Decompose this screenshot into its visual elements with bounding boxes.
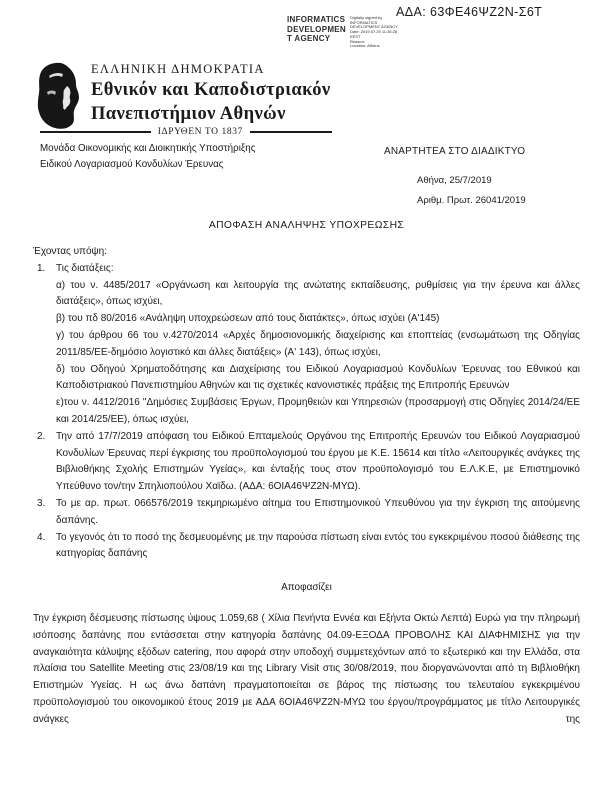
protocol-number: Αριθμ. Πρωτ. 26041/2019 — [417, 195, 526, 206]
department-line2: Ειδικού Λογαριασμού Κονδυλίων Έρευνας — [40, 158, 224, 170]
list-item-text: Το γεγονός ότι το ποσό της δεσμευομένης με την παρούσα πίστωση είναι εντός του εγκεκριμένου ποσού διάθεσης της κατηγορίας δαπάνης — [56, 531, 580, 560]
stamp-detail-line: Location: Athens — [350, 43, 380, 49]
list-item-2 — [33, 429, 580, 496]
list-subitem-a: α) του ν. 4485/2017 «Οργάνωση και λειτουργία της ανώτατης εκπαίδευσης, ρυθμίσεις για την έρευνα και άλλες διατάξεις», όπως ισχύει, — [56, 279, 580, 308]
document-body — [33, 219, 580, 729]
stamp-agency-line: DEVELOPMEN — [287, 24, 347, 34]
founded-line — [40, 127, 332, 137]
list-item-1 — [33, 261, 580, 429]
list-subitem-c: γ) του άρθρου 66 του ν.4270/2014 «Αρχές δημοσιονομικής διαχείρισης και εποπτείας (ενσωμάτωση της Οδηγίας 2011/85/ΕΕ-δημόσιο λογιστικό και άλλες διατάξεις» (Α' 143), όπως ισχύει, — [56, 329, 580, 358]
stamp-signature-details — [350, 15, 398, 49]
document-title: ΑΠΟΦΑΣΗ ΑΝΑΛΗΨΗΣ ΥΠΟΧΡΕΩΣΗΣ — [208, 220, 405, 231]
stamp-detail-line: DEVELOPMENT AGENCY — [350, 24, 398, 30]
university-name-line2: Πανεπιστήμιον Αθηνών — [91, 103, 286, 124]
list-item-text: Το με αρ. πρωτ. 066576/2019 τεκμηριωμένο αίτημα του Επιστημονικού Υπευθύνου για την έγκριση της αιτούμενης δαπάνης. — [56, 497, 580, 526]
letterhead — [91, 62, 331, 126]
digital-signature-stamp — [287, 15, 427, 49]
publication-note: ΑΝΑΡΤΗΤΕΑ ΣΤΟ ΔΙΑΔΙΚΤΥΟ — [384, 146, 526, 157]
list-item-number: 4. — [37, 531, 46, 543]
stamp-detail-line: Reason: — [350, 38, 365, 44]
list-item-4 — [33, 530, 580, 564]
list-subitem-d: δ) του Οδηγού Χρηματοδότησης και Διαχείρισης του Ειδικού Λογαριασμού Κονδυλίων Έρευνας του Εθνικού και Καποδιστριακού Πανεπιστημίου Αθηνών και τις σχετικές κανονιστικές πράξεις της Επιτροπής Ερευνών — [56, 363, 580, 392]
list-item-text: Την από 17/7/2019 απόφαση του Ειδικού Επταμελούς Οργάνου της Επιτροπής Ερευνών του Ειδικού Λογαριασμού Κονδυλίων Έρευνας περί έγκρισης του προϋπολογισμού του έργου με Κ.Ε. 15614 και τίτλο «Λειτουργικές ανάγκες της Βιβλιοθήκης Σχολής Επιστημών Υγείας», και ένταξής τους στον προϋπολογισμό του Ε.Λ.Κ.Ε, με Επιστημονικό Υπεύθυνο τον/την Σπηλιοπούλου Χαϊδω. (ΑΔΑ: 6ΟΙΑ46ΨΖ2Ν-ΜΥΩ). — [56, 430, 580, 493]
hellenic-republic-label: ΕΛΛΗΝΙΚΗ ΔΗΜΟΚΡΑΤΙΑ — [91, 62, 265, 76]
list-item-number: 2. — [37, 430, 46, 442]
founded-rule-left — [40, 131, 151, 132]
stamp-detail-line: Date: 2019.07.25 11:26:28 — [350, 29, 398, 35]
list-subitem-e: ε)του ν. 4412/2016 "Δημόσιες Συμβάσεις Έργων, Προμηθειών και Υπηρεσιών (προσαρμογή στις Οδηγίες 2014/24/ΕΕ και 2014/25/ΕΕ), όπως ισχύει, — [56, 397, 580, 425]
list-item-number: 3. — [37, 497, 46, 509]
preamble: Έχοντας υπόψη: — [33, 246, 107, 257]
university-emblem-logo — [37, 62, 84, 130]
stamp-detail-line: EEST — [350, 33, 361, 39]
city-date: Αθήνα, 25/7/2019 — [417, 175, 492, 186]
stamp-agency-name — [287, 15, 346, 49]
list-subitem-b: β) του πδ 80/2016 «Ανάληψη υποχρεώσεων από τους διατάκτες», όπως ισχύει (Α'145) — [56, 313, 440, 325]
department-line1: Μονάδα Οικονομικής και Διοικητικής Υποστήριξης — [40, 143, 256, 154]
list-item-3 — [33, 496, 580, 530]
list-item-text: Τις διατάξεις: — [56, 262, 114, 274]
list-item-body — [56, 261, 580, 429]
list-item-number: 1. — [37, 262, 46, 274]
stamp-detail-line: INFORMATICS — [350, 19, 378, 25]
founded-rule-right — [250, 131, 332, 132]
date-protocol-block — [417, 171, 526, 211]
ada-code: ΑΔΑ: 63ΦΕ46ΨΖ2Ν-Σ6Τ — [396, 5, 543, 19]
founded-label: ΙΔΡΥΘΕΝ ΤΟ 1837 — [157, 127, 243, 137]
verdict-heading: Αποφασίζει — [281, 582, 332, 594]
stamp-agency-line: INFORMATICS — [287, 15, 346, 24]
department-block — [40, 141, 255, 172]
verdict-body: Την έγκριση δέσμευσης πίστωσης ύψους 1.059,68 ( Χίλια Πενήντα Εννέα και Εξήντα Οκτώ Λεπτά) Ευρώ για την πληρωμή ισόποσης δαπάνης που εντάσσεται στην κατηγορία δαπάνης 04.09-ΕΞΟΔΑ ΠΡΟΒΟΛΗΣ ΚΑΙ ΔΙΑΦΗΜΙΣΗΣ για την αναγκαιότητα κάλυψης εξόδων catering, που αφορά στην υποδοχή συμμετεχόντων από το εξωτερικό και την Ελλάδα, στα πλαίσια του Satellite Meeting στις 23/08/19 και της Library Visit στις 30/08/2019, που διοργανώνονται από τη Βιβλιοθήκη Επιστημών Υγείας. Η ως άνω δαπάνη πραγματοποιείται σε βάρος της πίστωσης του τελευταίου εγκεκριμένου προϋπολογισμού του οικονομικού έτους 2019 με ΑΔΑ 6ΟΙΑ46ΨΖ2Ν-ΜΥΩ του έργου/προγράμματος με τίτλο Λειτουργικές ανάγκες της — [33, 612, 580, 725]
stamp-agency-line: T AGENCY — [287, 34, 331, 43]
university-name-line1: Εθνικόν και Καποδιστριακόν — [91, 80, 331, 100]
stamp-detail-line: Digitally signed by — [350, 15, 383, 20]
